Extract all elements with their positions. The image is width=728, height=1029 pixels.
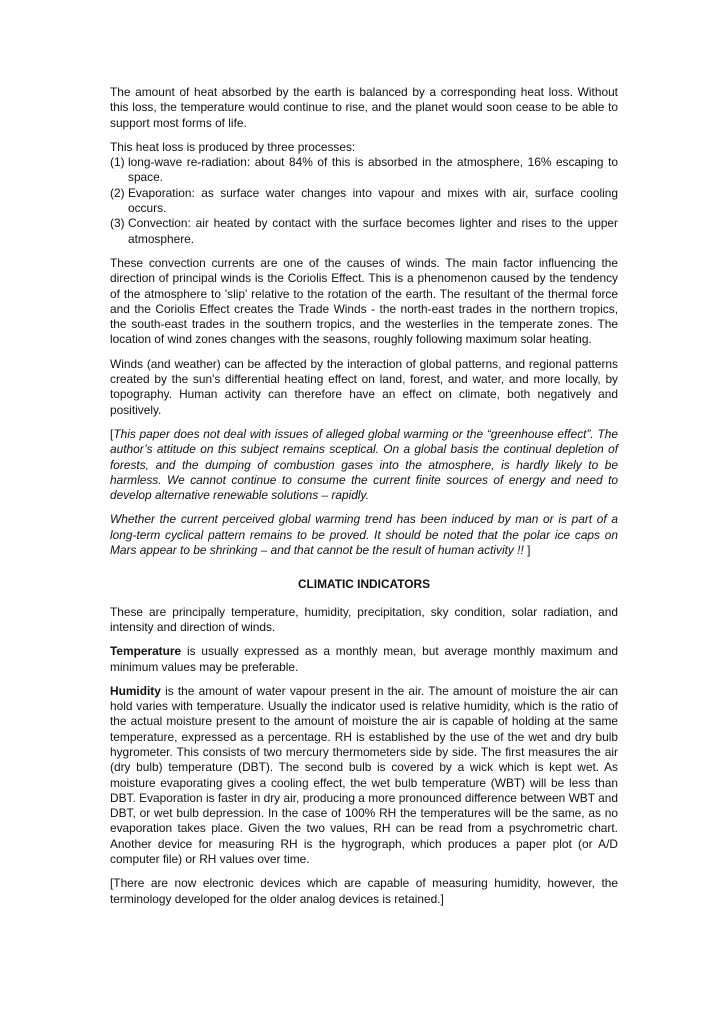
convection-paragraph: These convection currents are one of the causes of winds. The main factor influencing the direction of principal winds is the Coriolis Effect. This is a phenomenon caused by the tendency of the atmosphere to 'slip' relative to the rotation of the earth. The resultant of the thermal force and the Coriolis Effect creates the Trade Winds - the north-east trades in the northern tropics, the south-east trades in the southern tropics, and the westerlies in the temperate zones. The location of wind zones changes with the seasons, roughly following maximum solar heating. [110,255,618,347]
list-item-text: long-wave re-radiation: about 84% of this is absorbed in the atmosphere, 16% escaping to space. [128,155,618,185]
indicators-intro-paragraph: These are principally temperature, humidity, precipitation, sky condition, solar radiation, and intensity and direction of winds. [110,604,618,634]
electronic-devices-note: [There are now electronic devices which are capable of measuring humidity, however, the terminology developed for the older analog devices is retained.] [110,876,618,906]
winds-paragraph: Winds (and weather) can be affected by the interaction of global patterns, and regional patterns created by the sun's differential heating effect on land, forest, and water, and more locally, by topography. Human activity can therefore have an effect on climate, both negatively and positively. [110,356,618,417]
humidity-paragraph [110,684,618,868]
list-item-number: (3) [110,216,125,231]
list-item-number: (2) [110,185,125,200]
list-item [110,186,618,217]
bracket-close: ] [523,543,531,558]
bracket-open: [ [110,426,114,441]
list-item [110,155,618,186]
list-item-text: Evaporation: as surface water changes into vapour and mixes with air, surface cooling occurs. [128,185,618,216]
temperature-paragraph [110,644,618,675]
document-page [110,85,618,916]
author-note-continued-text: Whether the current perceived global warming trend has been induced by man or is part of a long-term cyclical pattern remains to be proved. It should be noted that the polar ice caps on Mars appear to be shrinking – and that cannot be the result of human activity !! [110,512,618,558]
heat-loss-process-list [110,155,618,247]
temperature-term: Temperature [110,644,182,659]
temperature-text: is usually expressed as a monthly mean, but average monthly maximum and minimum values may be preferable. [110,644,618,674]
heat-loss-intro: This heat loss is produced by three processes: [110,139,356,154]
author-note-continued-paragraph [110,512,618,558]
humidity-term: Humidity [110,683,161,698]
author-note-text: This paper does not deal with issues of alleged global warming or the “greenhouse effect”. The author’s attitude on this subject remains sceptical. On a global basis the continual depletion of forests, and the dumping of combustion gases into the atmosphere, is hardly likely to be harmless. We cannot continue to consume the current finite sources of energy and need to develop alternative renewable solutions – rapidly. [110,426,618,503]
section-heading: CLIMATIC INDICATORS [297,577,431,592]
humidity-text: is the amount of water vapour present in the air. The amount of moisture the air can hold varies with temperature. Usually the indicator used is relative humidity, which is the ratio of the actual moisture present to the amount of moisture the air is capable of holding at the same temperature, expressed as a percentage. RH is established by the use of the wet and dry bulb hygrometer. This consists of two mercury thermometers side by side. The first measures the air (dry bulb) temperature (DBT). The second bulb is covered by a wick which is kept wet. As moisture evaporating gives a cooling effect, the wet bulb temperature (WBT) will be less than DBT. Evaporation is faster in dry air, producing a more pronounced difference between WBT and DBT, or wet bulb depression. In the case of 100% RH the temperatures will be the same, as no evaporation takes place. Given the two values, RH can be read from a psychrometric chart. Another device for measuring RH is the hygrograph, which produces a paper plot (or A/D computer file) or RH values over time. [110,683,618,867]
list-item [110,216,618,247]
author-note-paragraph [110,427,618,503]
list-item-number: (1) [110,155,125,170]
heat-balance-paragraph: The amount of heat absorbed by the earth is balanced by a corresponding heat loss. Without this loss, the temperature would continue to rise, and the planet would soon cease to be able to support most forms of life. [110,85,618,130]
list-item-text: Convection: air heated by contact with the surface becomes lighter and rises to the upper atmosphere. [128,216,618,246]
